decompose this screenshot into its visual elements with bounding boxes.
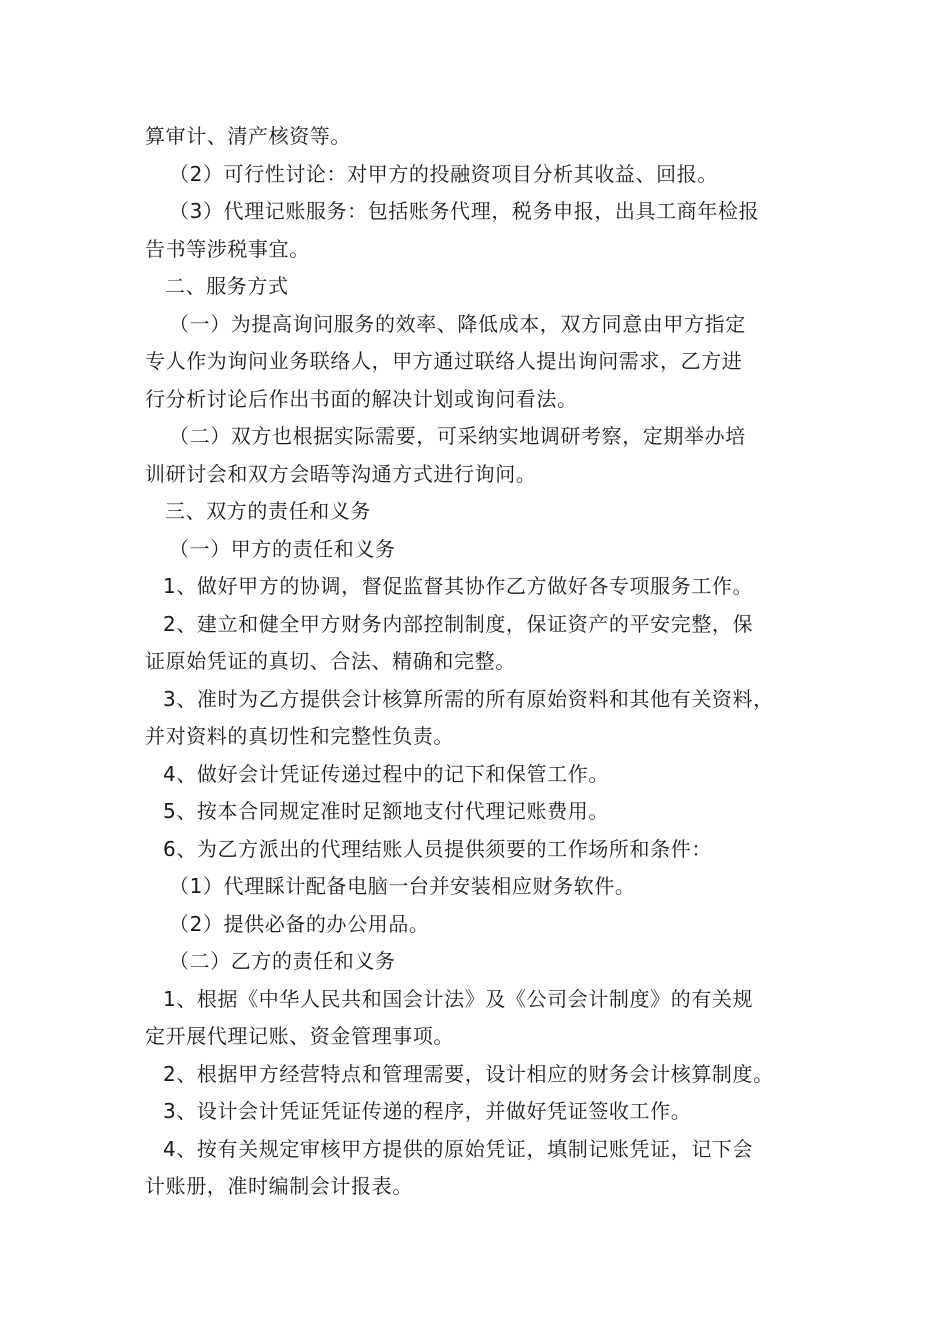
list-item: 3、准时为乙方提供会计核算所需的所有原始资料和其他有关资料， [163,686,774,711]
text-line: 行分析讨论后作出书面的解决计划或询问看法。 [145,386,578,411]
list-item: 4、做好会计凭证传递过程中的记下和保管工作。 [163,761,609,786]
section-heading: 三、双方的责任和义务 [165,499,371,523]
text-line: 证原始凭证的真切、合法、精确和完整。 [145,649,516,673]
subsection-heading: （一）甲方的责任和义务 [169,536,396,561]
text-line: 专人作为询问业务联络人，甲方通过联络人提出询问需求，乙方进 [145,349,743,373]
text-line: 并对资料的真切性和完整性负责。 [145,724,454,748]
text-line: （2）可行性讨论：对甲方的投融资项目分析其收益、回报。 [169,161,718,186]
text-line: 计账册，准时编制会计报表。 [145,1174,413,1198]
document-body [145,118,825,1206]
text-line: 算审计、清产核资等。 [145,124,351,148]
list-item: 1、根据《中华人民共和国会计法》及《公司会计制度》的有关规 [163,986,754,1011]
text-line: （二）双方也根据实际需要，可采纳实地调研考察，定期举办培 [169,424,746,448]
text-line: （3）代理记账服务：包括账务代理，税务申报，出具工商年检报 [169,199,760,223]
list-item: 4、按有关规定审核甲方提供的原始凭证，填制记账凭证，记下会 [163,1136,754,1161]
list-item: 1、做好甲方的协调，督促监督其协作乙方做好各专项服务工作。 [163,574,754,598]
section-heading: 二、服务方式 [165,274,289,298]
list-item: 2、根据甲方经营特点和管理需要，设计相应的财务会计核算制度。 [163,1061,774,1086]
text-line: 训研讨会和双方会晤等沟通方式进行询问。 [145,461,537,486]
text-line: （一）为提高询问服务的效率、降低成本，双方同意由甲方指定 [169,311,746,336]
list-item: 5、按本合同规定准时足额地支付代理记账费用。 [163,799,609,823]
list-item: （2）提供必备的办公用品。 [169,911,430,936]
subsection-heading: （二）乙方的责任和义务 [169,949,396,973]
list-item: 3、设计会计凭证凭证传递的程序，并做好凭证签收工作。 [163,1099,692,1123]
text-line: 定开展代理记账、资金管理事项。 [145,1024,454,1048]
list-item: 2、建立和健全甲方财务内部控制制度，保证资产的平安完整，保 [163,611,754,636]
list-item: （1）代理睬计配备电脑一台并安装相应财务软件。 [169,874,636,898]
text-line: 告书等涉税事宜。 [145,236,310,261]
list-item: 6、为乙方派出的代理结账人员提供须要的工作场所和条件： [163,836,712,861]
